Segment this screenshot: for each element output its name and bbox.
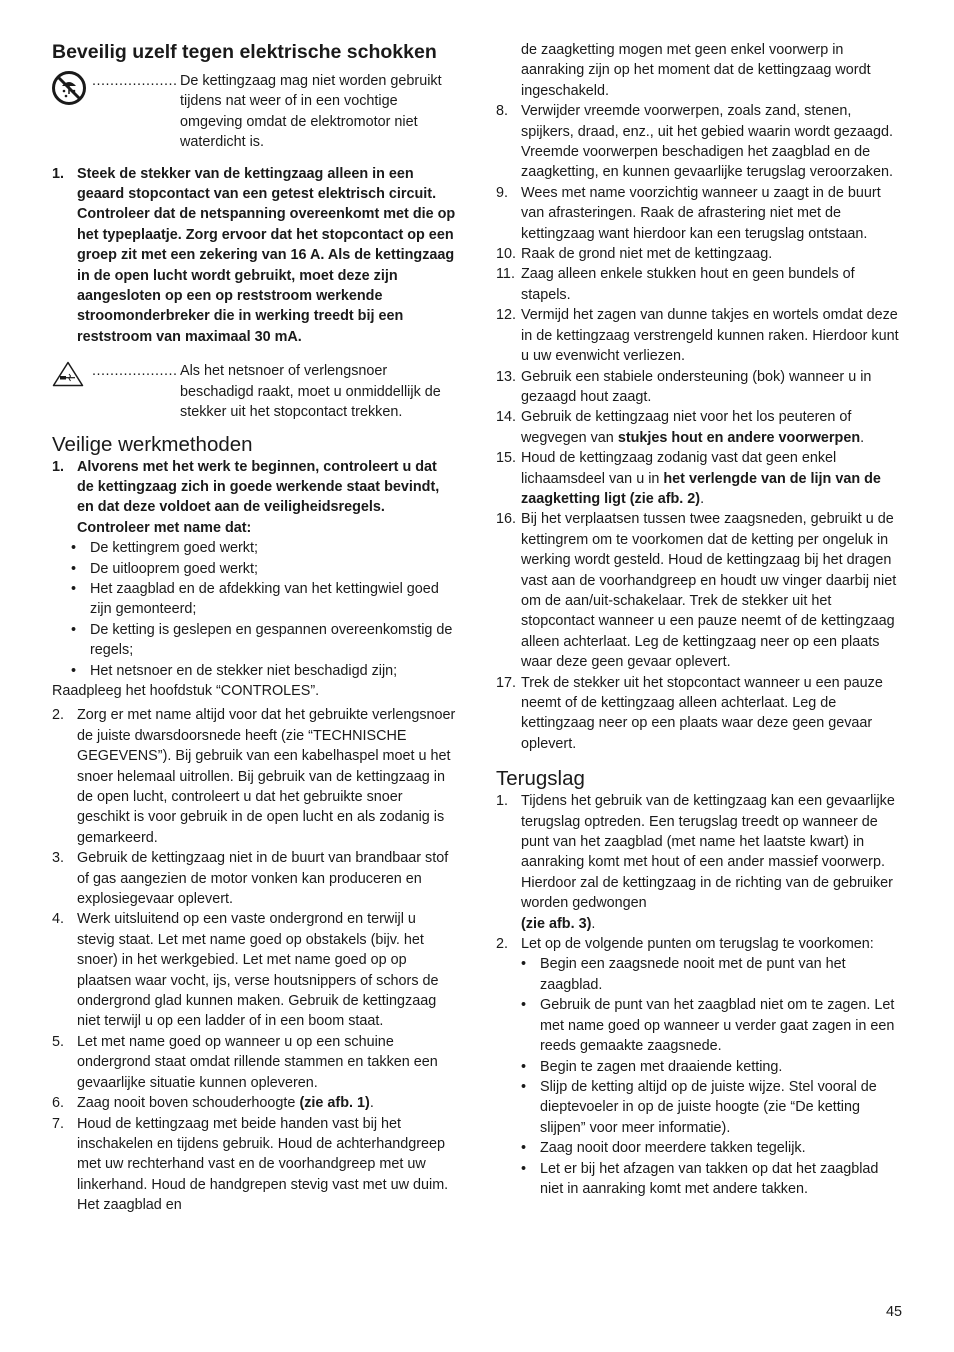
heading-kickback: Terugslag	[496, 767, 585, 791]
heading-safe-methods: Veilige werkmethoden	[52, 432, 253, 456]
leader-dots: ...................	[92, 363, 178, 380]
bullet-item: • Let er bij het afzagen van takken op dat het zaagblad niet in aanraking komt met andere takken.	[521, 1159, 904, 1200]
warning-wet-weather	[52, 71, 457, 153]
list-item: 12. Vermijd het zagen van dunne takjes en wortels omdat deze in de kettingzaag verstrengeld kunnen raken. Hierdoor kunt u uw evenwicht verliezen.	[496, 307, 899, 365]
warning-text: De kettingzaag mag niet worden gebruikt tijdens nat weer of in een vochtige omgeving omdat de elektromotor niet waterdicht is.	[180, 73, 442, 151]
list-item: 8. Verwijder vreemde voorwerpen, zoals zand, stenen, spijkers, draad, enz., uit het gebied waarin wordt gezaagd. Vreemde voorwerpen beschadigen het zaagblad en de zaagketting, en kunnen gevaarlijke terugslag veroorzaken.	[496, 103, 893, 181]
bullet-marker: •	[521, 997, 527, 1014]
list-item: 10. Raak de grond niet met de kettingzaag.	[496, 246, 773, 263]
bullet-item: • Gebruik de punt van het zaagblad niet om te zagen. Let met name goed op wanneer u verder gaat zagen in een reeds gemaakte zaagsnede.	[521, 995, 904, 1056]
bullet-item: • De kettingrem goed werkt;	[71, 538, 457, 558]
leader-dots: ...................	[92, 73, 178, 89]
list-item: 7. Houd de kettingzaag met beide handen vast bij het inschakelen en tijdens gebruik. Houd de achterhandgreep met uw rechterhand vast en de voorhandgreep met uw linkerhand. Houd de handgrepen stevig vast met uw duim. Het zaagblad en	[52, 1115, 449, 1214]
list-item: 1. Steek de stekker van de kettingzaag alleen in een geaard stopcontact van een getest elektrisch circuit. Controleer dat de netspanning overeenkomt met die op het typeplaatje. Zorg ervoor dat het stopcontact op een groep zit met een zekering van 16 A. Als de kettingzaag in de open lucht wordt gebruikt, moet deze zijn aangesloten op een op reststroom werkende stroomonderbreker die in werking treedt bij een reststroom van maximaal 30 mA.	[52, 165, 456, 345]
list-item: 2. Zorg er met name altijd voor dat het gebruikte verlengsnoer de juiste dwarsdoorsnede heeft (zie “TECHNISCHE GEGEVENS”). Bij gebruik van een kabelhaspel moet u het snoer helemaal uitrollen. Bij gebruik van de kettingzaag in de open lucht, controleert u dat het gebruikte snoer geschikt is voor gebruik in de open lucht en als zodanig is gemarkeerd.	[52, 707, 456, 846]
bullet-marker: •	[71, 560, 77, 577]
list-item: 3. Gebruik de kettingzaag niet in de buurt van brandbaar stof of gas aangezien de motor vonken kan produceren en explosiegevaar oplevert.	[52, 850, 449, 908]
list-item: 1. Tijdens het gebruik van de kettingzaag kan een gevaarlijke terugslag optreden. Een terugslag treedt op wanneer de punt van het zaagblad (met name het laatste kwart) in aanraking komt met hout of een ander massief voorwerp. Hierdoor zal de kettingzaag in de richting van de gebruiker worden gedwongen (zie afb. 3).	[496, 793, 895, 932]
bullet-item: • Slijp de ketting altijd op de juiste wijze. Stel vooral de dieptevoeler in op de juiste hoogte (zie “De ketting slijpen” voor meer informatie).	[521, 1077, 904, 1138]
list-item: 16. Bij het verplaatsen tussen twee zaagsneden, gebruikt u de kettingrem om te voorkomen dat de ketting per ongeluk in werking wordt gesteld. Houd de kettingzaag bij het dragen vast aan de voorhandgreep en houdt uw vinger daarbij niet om de aan/uit-schakelaar. Trek de stekker uit het stopcontact wanneer u een pauze neemt of de kettingzaag alleen achterlaat. Leg de kettingzaag neer op een plaats waar deze geen gevaar oplevert.	[496, 511, 897, 671]
bullet-item: • Zaag nooit door meerdere takken tegelijk.	[521, 1138, 904, 1158]
damaged-cord-warning-icon	[52, 361, 92, 422]
bullet-marker: •	[71, 580, 77, 597]
list-item: 5. Let met name goed op wanneer u op een schuine ondergrond staat omdat rillende stammen en takken een gevaarlijke situatie kunnen opleveren.	[52, 1033, 438, 1091]
page-number: 45	[885, 1304, 902, 1320]
list-item-continued: de zaagketting mogen met geen enkel voorwerp in aanraking zijn op het moment dat de kettingzaag wordt ingeschakeld.	[521, 42, 871, 99]
list-item: 9. Wees met name voorzichtig wanneer u zaagt in de buurt van afrasteringen. Raak de afrastering niet met de kettingzaag want hierdoor kan een terugslag ontstaan.	[496, 184, 881, 242]
list-item: 15. Houd de kettingzaag zodanig vast dat geen enkel lichaamsdeel van u in het verlengde van de lijn van de zaagketting ligt (zie afb. 2).	[496, 450, 881, 507]
list-item: 2. Let op de volgende punten om terugslag te voorkomen:	[496, 936, 874, 953]
bullet-item: • Het zaagblad en de afdekking van het kettingwiel goed zijn gemonteerd;	[71, 579, 457, 620]
bullet-marker: •	[521, 956, 527, 973]
list-item: 6. Zaag nooit boven schouderhoogte (zie afb. 1).	[52, 1095, 374, 1112]
right-column	[496, 40, 904, 1199]
left-column	[52, 40, 457, 1216]
bullet-marker: •	[521, 1140, 527, 1157]
bullet-marker: •	[521, 1078, 527, 1095]
reference-note: Raadpleeg het hoofdstuk “CONTROLES”.	[52, 682, 320, 699]
bullet-marker: •	[521, 1058, 527, 1075]
no-rain-icon	[52, 71, 92, 153]
bullet-item: • Begin te zagen met draaiende ketting.	[521, 1057, 904, 1077]
warning-damaged-cord	[52, 361, 457, 422]
warning-text: Als het netsnoer of verlengsnoer beschadigd raakt, moet u onmiddellijk de stekker uit het stopcontact trekken.	[180, 363, 441, 421]
bullet-item: • De uitlooprem goed werkt;	[71, 559, 457, 579]
bullet-marker: •	[71, 540, 77, 557]
list-item: 13. Gebruik een stabiele ondersteuning (bok) wanneer u in gezaagd hout zaagt.	[496, 368, 872, 405]
list-item: 11. Zaag alleen enkele stukken hout en geen bundels of stapels.	[496, 266, 855, 303]
heading-electric-shock: Beveilig uzelf tegen elektrische schokken	[52, 41, 437, 63]
bullet-marker: •	[71, 662, 77, 679]
list-item: 17. Trek de stekker uit het stopcontact wanneer u een pauze neemt of de kettingzaag alleen achterlaat. Leg de kettingzaag neer op een plaats waar deze geen gevaar oplevert.	[496, 674, 883, 752]
list-item: 4. Werk uitsluitend op een vaste ondergrond en terwijl u stevig staat. Let met name goed op obstakels (bijv. het snoer) in het werkgebied. Let met name goed op op plaatsen waar vocht, ijs, verse houtsnippers of schors de ondergrond glad kunnen maken. Gebruik de kettingzaag niet terwijl u op een ladder of in een boom staat.	[52, 911, 439, 1030]
list-item: 1. Alvorens met het werk te beginnen, controleert u dat de kettingzaag zich in goede werkende staat bevindt, en dat deze voldoet aan de veiligheidsregels. Controleer met name dat:	[52, 458, 440, 536]
list-item: 14. Gebruik de kettingzaag niet voor het los peuteren of wegvegen van stukjes hout en andere voorwerpen.	[496, 409, 865, 446]
bullet-item: • Begin een zaagsnede nooit met de punt van het zaagblad.	[521, 954, 904, 995]
bullet-marker: •	[521, 1160, 527, 1177]
bullet-marker: •	[71, 621, 77, 638]
bullet-item: • Het netsnoer en de stekker niet beschadigd zijn;	[71, 661, 457, 681]
bullet-item: • De ketting is geslepen en gespannen overeenkomstig de regels;	[71, 620, 457, 661]
